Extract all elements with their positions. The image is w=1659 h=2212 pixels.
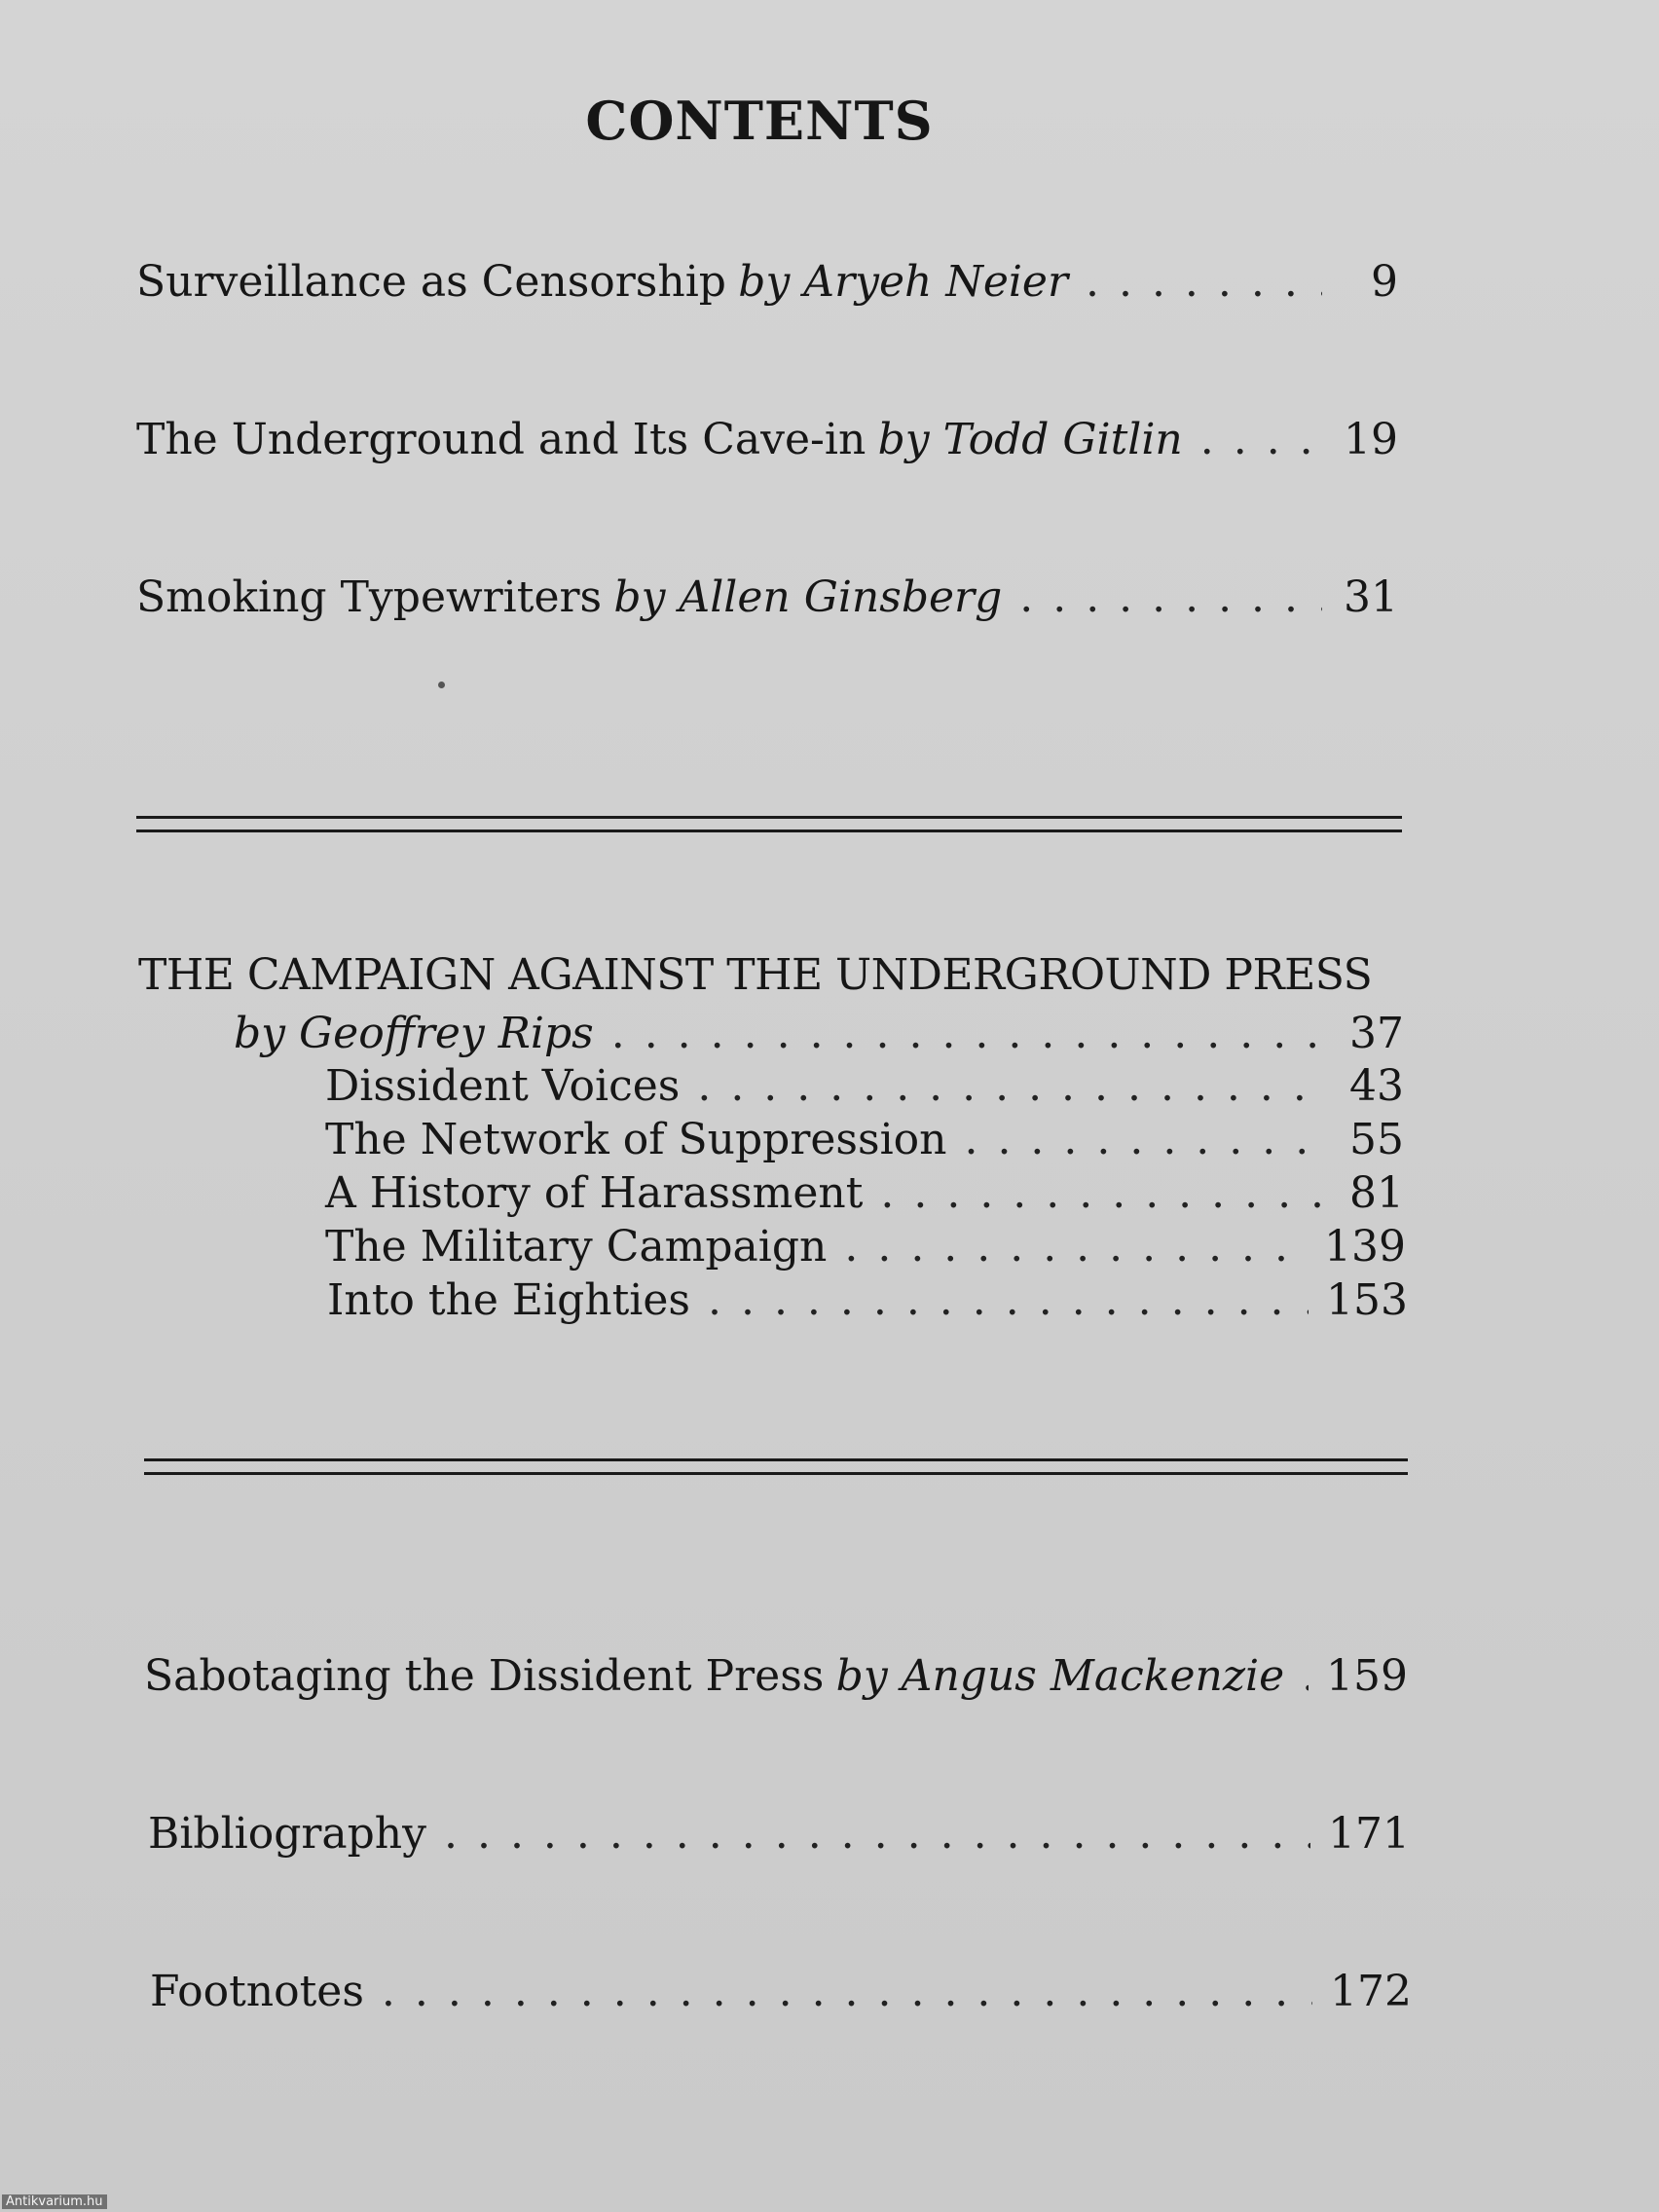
toc-entry xyxy=(148,1809,1410,1859)
section-heading: THE CAMPAIGN AGAINST THE UNDERGROUND PRESS xyxy=(138,950,1373,1000)
dot-leader xyxy=(1086,257,1322,307)
toc-entry xyxy=(144,1651,1408,1701)
entry-author: by Todd Gitlin xyxy=(877,415,1183,464)
entry-title: Surveillance as Censorship xyxy=(136,257,726,307)
dot-leader xyxy=(611,1009,1328,1058)
divider-rule xyxy=(144,1458,1408,1461)
dot-leader xyxy=(708,1275,1309,1325)
entry-page-number: 19 xyxy=(1344,415,1398,464)
divider-rule xyxy=(136,830,1402,832)
dot-leader xyxy=(382,1967,1312,2016)
dot-leader xyxy=(697,1061,1328,1111)
page-speck xyxy=(438,682,445,688)
chapter-title: The Military Campaign xyxy=(325,1222,828,1272)
dot-leader xyxy=(964,1115,1328,1164)
chapter-page-number: 43 xyxy=(1349,1061,1404,1111)
entry-page-number: 159 xyxy=(1326,1651,1408,1701)
watermark-label: Antikvarium.hu xyxy=(2,2194,107,2209)
toc-entry xyxy=(136,257,1398,307)
dot-leader xyxy=(1302,1651,1309,1701)
chapter-entry xyxy=(325,1061,1404,1111)
chapter-entry xyxy=(325,1115,1404,1164)
entry-page-number: 31 xyxy=(1344,572,1398,622)
entry-page-number: 37 xyxy=(1349,1009,1404,1058)
section-author-entry xyxy=(234,1009,1404,1058)
entry-title: Footnotes xyxy=(150,1967,364,2016)
chapter-page-number: 153 xyxy=(1326,1275,1408,1325)
divider-rule xyxy=(136,816,1402,819)
dot-leader xyxy=(1200,415,1322,464)
dot-leader xyxy=(1019,572,1322,622)
entry-author: by Allen Ginsberg xyxy=(613,572,1003,622)
chapter-page-number: 55 xyxy=(1349,1115,1404,1164)
entry-title: Bibliography xyxy=(148,1809,426,1859)
entry-title: Smoking Typewriters xyxy=(136,572,603,622)
entry-author: by Geoffrey Rips xyxy=(234,1009,594,1058)
entry-page-number: 171 xyxy=(1328,1809,1410,1859)
toc-entry xyxy=(136,572,1398,622)
entry-title: The Underground and Its Cave-in xyxy=(136,415,866,464)
chapter-title: Into the Eighties xyxy=(327,1275,690,1325)
chapter-title: Dissident Voices xyxy=(325,1061,681,1111)
dot-leader xyxy=(444,1809,1310,1859)
contents-title: CONTENTS xyxy=(585,90,934,152)
chapter-page-number: 81 xyxy=(1349,1168,1404,1218)
entry-page-number: 172 xyxy=(1330,1967,1412,2016)
chapter-entry xyxy=(325,1168,1404,1218)
entry-author: by Aryeh Neier xyxy=(738,257,1069,307)
chapter-title: A History of Harassment xyxy=(325,1168,864,1218)
entry-page-number: 9 xyxy=(1371,257,1398,307)
entry-title: Sabotaging the Dissident Press xyxy=(144,1651,825,1701)
chapter-page-number: 139 xyxy=(1324,1222,1406,1272)
dot-leader xyxy=(880,1168,1328,1218)
toc-entry xyxy=(150,1967,1412,2016)
entry-author: by Angus Mackenzie xyxy=(835,1651,1285,1701)
dot-leader xyxy=(844,1222,1307,1272)
toc-entry xyxy=(136,415,1398,464)
chapter-title: The Network of Suppression xyxy=(325,1115,947,1164)
chapter-entry xyxy=(325,1222,1406,1272)
divider-rule xyxy=(144,1472,1408,1475)
chapter-entry xyxy=(327,1275,1408,1325)
